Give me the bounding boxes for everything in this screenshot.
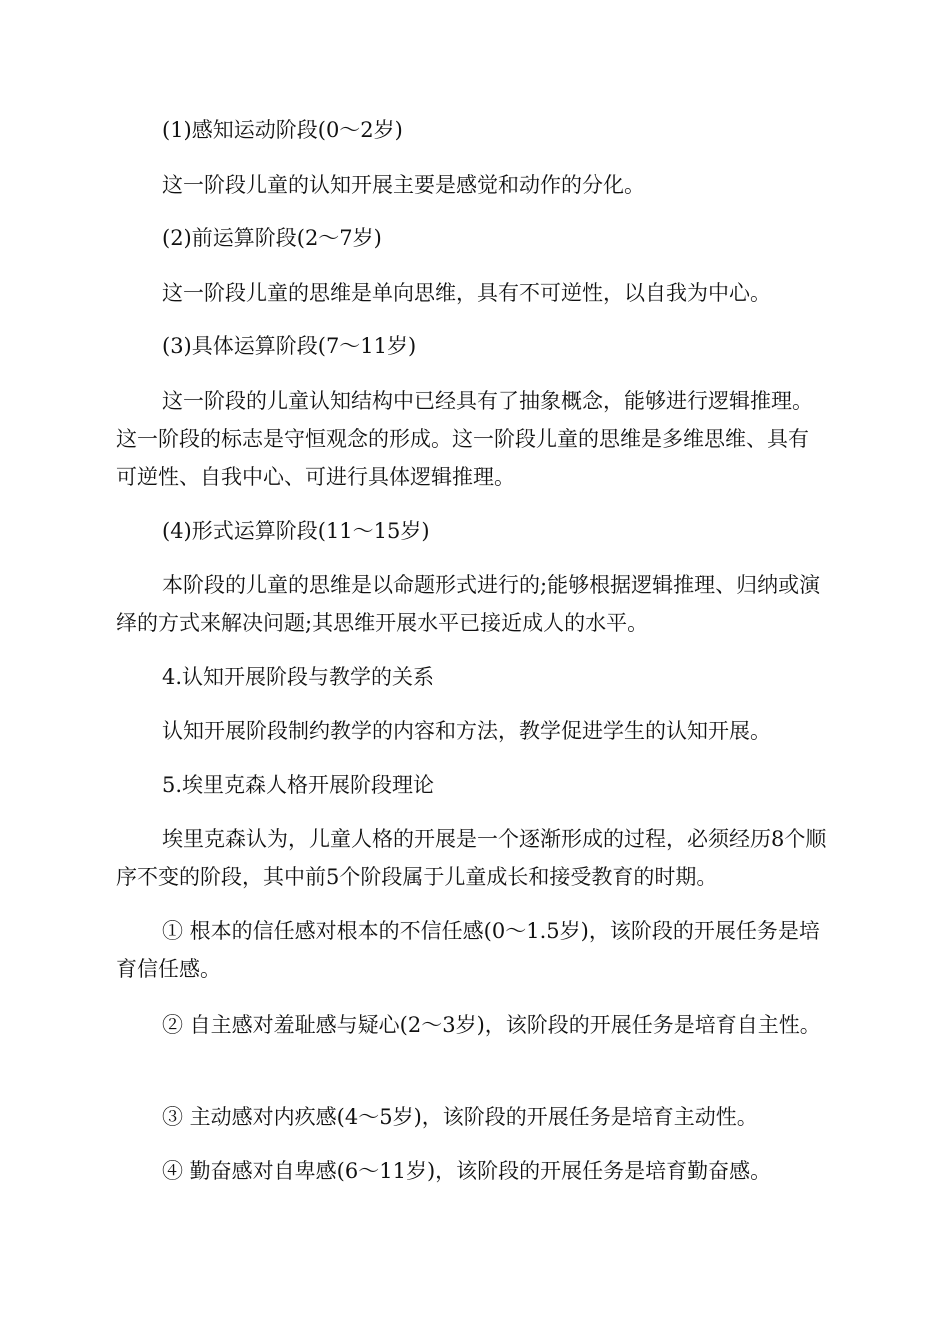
section-heading-erikson-theory: 5.埃里克森人格开展阶段理论 bbox=[162, 773, 435, 797]
erikson-stage-1: ① 根本的信任感对根本的不信任感(0～1.5岁)，该阶段的开展任务是培育信任感。 bbox=[116, 919, 820, 981]
stage-heading-sensorimotor: (1)感知运动阶段(0～2岁) bbox=[162, 118, 403, 142]
erikson-stage-4: ④ 勤奋感对自卑感(6～11岁)，该阶段的开展任务是培育勤奋感。 bbox=[162, 1159, 772, 1183]
paragraph-formal-operational-description: 本阶段的儿童的思维是以命题形式进行的;能够根据逻辑推理、归纳或演绎的方式来解决问题;其思维开展水平已接近成人的水平。 bbox=[116, 573, 821, 635]
erikson-stage-3: ③ 主动感对内疚感(4～5岁)，该阶段的开展任务是培育主动性。 bbox=[162, 1105, 758, 1129]
stage-heading-preoperational: (2)前运算阶段(2～7岁) bbox=[162, 226, 382, 250]
paragraph-concrete-operational-description: 这一阶段的儿童认知结构中已经具有了抽象概念，能够进行逻辑推理。这一阶段的标志是守恒观念的形成。这一阶段儿童的思维是多维思维、具有可逆性、自我中心、可进行具体逻辑推理。 bbox=[116, 389, 813, 489]
paragraph-preoperational-description: 这一阶段儿童的思维是单向思维，具有不可逆性，以自我为中心。 bbox=[162, 281, 771, 305]
paragraph-erikson-intro: 埃里克森认为，儿童人格的开展是一个逐渐形成的过程，必须经历8个顺序不变的阶段，其中前5个阶段属于儿童成长和接受教育的时期。 bbox=[116, 827, 827, 889]
paragraph-sensorimotor-description: 这一阶段儿童的认知开展主要是感觉和动作的分化。 bbox=[162, 173, 645, 197]
stage-heading-formal-operational: (4)形式运算阶段(11～15岁) bbox=[162, 519, 430, 543]
stage-heading-concrete-operational: (3)具体运算阶段(7～11岁) bbox=[162, 334, 417, 358]
erikson-stage-2: ② 自主感对羞耻感与疑心(2～3岁)，该阶段的开展任务是培育自主性。 bbox=[162, 1013, 821, 1037]
section-heading-cognition-teaching: 4.认知开展阶段与教学的关系 bbox=[162, 665, 435, 689]
paragraph-cognition-teaching: 认知开展阶段制约教学的内容和方法，教学促进学生的认知开展。 bbox=[162, 719, 771, 743]
